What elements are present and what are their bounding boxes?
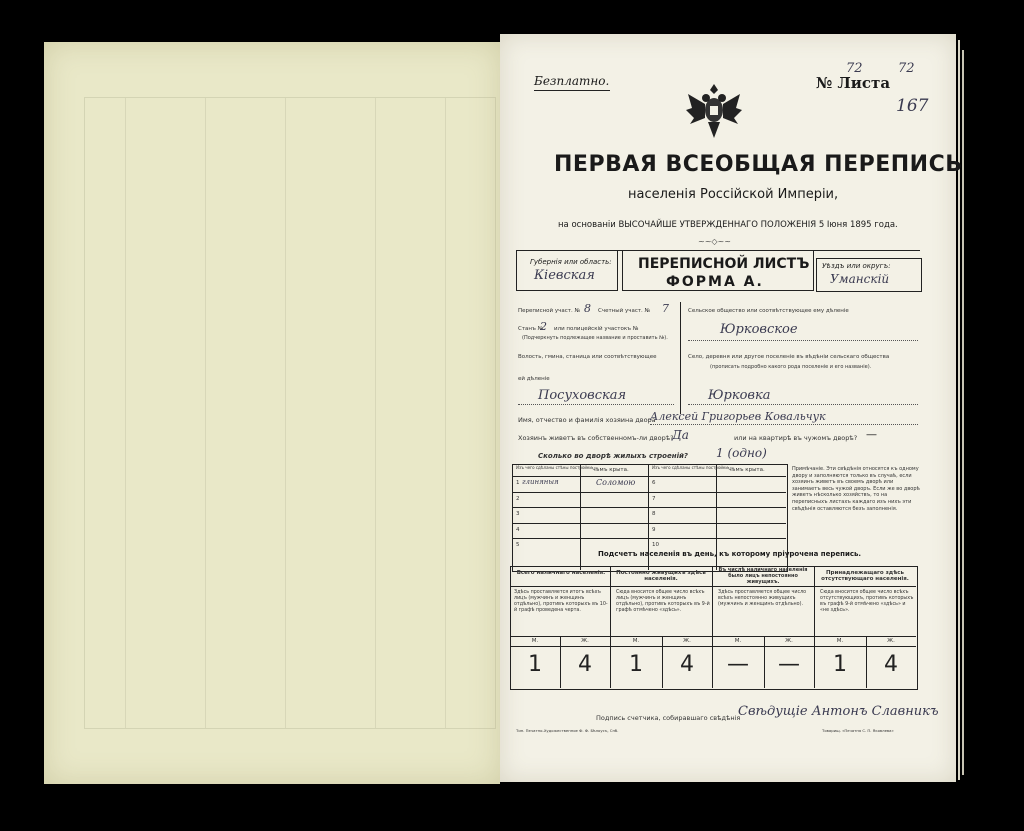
summary-title: Подсчетъ населенія въ день, къ которому пріурочена перепись. [598,550,862,558]
buildings-label: Сколько во дворѣ жилыхъ строеній? [538,452,688,460]
ornament: ~~◇~~ [698,237,731,246]
summary-col2-note: Сюда вносится общее число всѣхъ лицъ (мужчинъ и женщинъ отдѣльно), противъ которыхъ въ 9-й графѣ отмѣчено «здѣсь». [616,590,710,613]
selo-note: (прописать подробно какого рода поселеніе и его названіе). [710,364,872,370]
buildings-col1: Изъ чего сдѣланы стѣны постройки [652,465,729,470]
own-house-value: Да [672,428,689,442]
imperial-eagle-emblem [686,80,742,142]
buildings-col1: Изъ чего сдѣланы стѣны постройки [516,465,593,470]
sex-label: Ж. [581,638,589,644]
sex-label: М. [836,638,844,644]
volost-label: Волость, гмина, станица или соотвѣтствующее [518,354,657,360]
left-page-blank [44,42,500,784]
selo-value: Юрковка [708,388,771,403]
schet-uch-label: Счетный участ. № [598,308,651,314]
row-number: 1 [516,480,520,486]
summary-col1-note: Здѣсь проставляется итогъ всѣхъ лицъ (мужчинъ и женщинъ отдѣльно), противъ которыхъ въ 10-й графѣ проведена черта. [514,590,608,613]
summary-count: — [727,652,749,677]
table-row-line [512,507,786,508]
stan-note: (Подчеркнуть подлежащее название и проставить №). [522,335,668,341]
sex-label: М. [734,638,742,644]
uezd-label: Уѣздъ или округъ: [822,262,891,270]
table-row-line [512,538,786,539]
summary-count: 4 [578,652,592,677]
row-number: 7 [652,495,656,502]
summary-col3-title: Въ числѣ наличнаго населенія было лицъ непостоянно живущихъ. [718,567,808,585]
volost-value: Посуховская [538,388,627,403]
summary-count: 4 [680,652,694,677]
faint-grid [84,97,496,729]
primechanie-note: Примѣчаніе. Эти свѣдѣнія относятся къ одному двору и заполняются только въ случаѣ, если хозяинъ живетъ въ своемъ дворѣ или занимаетъ весь чужой дворъ. Если же во дворѣ живетъ нѣсколько хозяйствъ, то на переписныхъ листахъ каждаго изъ нихъ эти свѣдѣнія оставляются безъ заполненія. [792,466,920,512]
printer-right: Товарищ. «Печатня С. П. Яковлева» [822,728,894,733]
summary-col3-note: Здѣсь проставляется общее число всѣхъ непостоянно живущихъ (мужчинъ и женщинъ отдѣльно). [718,590,807,607]
table-row-line [512,492,786,493]
rent-label: или на квартирѣ въ чужомъ дворѣ? [734,434,858,442]
summary-count: 1 [629,652,643,677]
list-title: ПЕРЕПИСНОЙ ЛИСТЪ [638,256,810,272]
sheet-no-handwritten: 72 [898,61,915,76]
sheet-no-label: № Листа [816,74,891,92]
sex-label: Ж. [785,638,793,644]
row-number: 8 [652,511,656,517]
row-number: 4 [516,526,520,533]
perepis-uch-label: Переписной участ. № [518,308,581,314]
table-row-line [512,523,786,524]
page-edge [958,40,960,780]
summary-count: 1 [528,652,542,677]
sex-label: Ж. [887,638,895,644]
row-number: 6 [652,480,656,486]
stan-value: 2 [540,320,547,333]
form-a-title: ФОРМА А. [666,274,764,290]
form-title: ПЕРВАЯ ВСЕОБЩАЯ ПЕРЕПИСЬ [554,152,963,177]
row1-roof: Соломою [596,478,636,487]
stan-rest: или полицейскій участокъ № [554,326,639,332]
uezd-value: Уманскій [830,272,890,286]
selo-label: Село, деревня или другое поселеніе въ вѣдѣніи сельскаго общества [688,354,890,360]
sex-label: М. [531,638,539,644]
owner-value: Алексей Григорьев Ковальчук [650,410,826,423]
form-basis: на основаніи ВЫСОЧАЙШЕ УТВЕРЖДЕННАГО ПОЛОЖЕНІЯ 5 Іюня 1895 года. [558,220,898,230]
rent-value: — [866,428,877,441]
buildings-col2: Чѣмъ крыта. [728,467,765,473]
summary-count: 4 [884,652,898,677]
summary-count: 1 [833,652,847,677]
printer-left: Тип. Печатно-Художественное Ф. Ф. Бѣлоусъ, Спб. [516,728,619,733]
summary-count: — [778,652,800,677]
row-number: 5 [516,542,520,548]
row-number: 2 [516,495,520,502]
obshchestvo-label: Сельское общество или соотвѣтствующее ему дѣленіе [688,308,849,314]
summary-col4-title: Принадлежащаго здѣсь отсутствующаго населенія. [821,570,909,582]
sheet-no-handwritten: 167 [896,96,929,116]
summary-col2-title: Постоянно живущихъ здѣсь населенія. [616,570,706,582]
summary-col1-title: Всего наличнаго населенія. [516,570,606,576]
summary-col4-note: Сюда вносится общее число всѣхъ отсутствующихъ, противъ которыхъ въ графѣ 9-й отмѣчено «здѣсь» и «не здѣсь». [820,590,914,613]
form-subtitle: населенія Россійской Имперіи, [628,187,839,202]
buildings-value: 1 (одно) [716,446,767,460]
schet-uch-value: 7 [662,302,669,315]
gubernia-value: Кіевская [534,268,595,283]
owner-label: Имя, отчество и фамилія хозяина двора [518,416,656,424]
buildings-col2: Чѣмъ крыта. [592,467,629,473]
signature-value: Свѣдущіе Антонъ Славникъ [738,704,939,719]
row-number: 9 [652,526,656,533]
perepis-uch-value: 8 [584,302,591,315]
sex-label: Ж. [683,638,691,644]
obshchestvo-value: Юрковское [720,322,798,337]
signature-label: Подпись счетчика, собиравшаго свѣдѣнія [596,714,741,722]
volost-label2: ей дѣленіе [518,376,550,382]
sheet-no-handwritten: 72 [846,61,863,76]
stan-label: Станъ № [518,326,544,332]
sex-label: М. [632,638,640,644]
row1-walls: глиняныя [522,478,559,486]
census-form-page [500,34,963,782]
row-number: 10 [652,542,659,548]
row-number: 3 [516,511,520,517]
own-house-label: Хозяинъ живетъ въ собственномъ-ли дворѣ? [518,434,674,442]
gubernia-label: Губернія или область: [530,258,612,266]
free-label: Безплатно. [534,74,610,88]
